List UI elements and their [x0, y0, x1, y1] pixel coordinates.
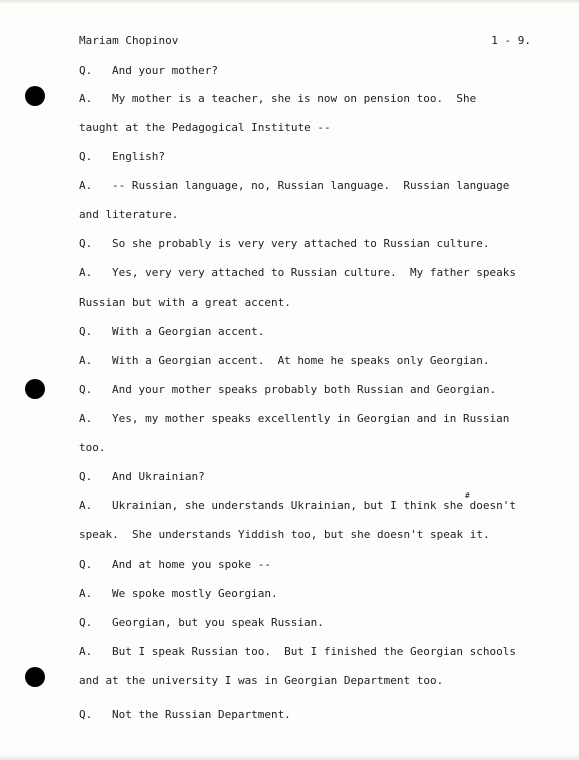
speaker-label: Q.: [79, 708, 93, 721]
transcript-line: [0, 354, 579, 368]
transcript-continuation-line: [0, 121, 579, 135]
transcript-line: [0, 558, 579, 572]
speaker-label: A.: [79, 645, 93, 658]
handwritten-insertion-mark: #: [465, 491, 470, 500]
speaker-label: Q.: [79, 470, 93, 483]
transcript-line: [0, 499, 579, 513]
transcript-line: [0, 179, 579, 193]
speaker-label: A.: [79, 92, 93, 105]
utterance-continuation: Russian but with a great accent.: [79, 296, 291, 309]
speaker-label: Q.: [79, 325, 93, 338]
utterance-text: We spoke mostly Georgian.: [112, 587, 278, 600]
utterance-text: Not the Russian Department.: [112, 708, 291, 721]
utterance-continuation: taught at the Pedagogical Institute --: [79, 121, 331, 134]
utterance-text: And your mother?: [112, 64, 218, 77]
utterance-text: Georgian, but you speak Russian.: [112, 616, 324, 629]
utterance-text: -- Russian language, no, Russian language. Russian language: [112, 179, 510, 192]
transcript-line: [0, 325, 579, 339]
transcript-continuation-line: [0, 208, 579, 222]
speaker-label: Q.: [79, 558, 93, 571]
utterance-continuation: and at the university I was in Georgian Department too.: [79, 674, 444, 687]
utterance-text: English?: [112, 150, 165, 163]
transcript-line: [0, 708, 579, 722]
header-page-number: 1 - 9.: [491, 34, 531, 47]
speaker-label: A.: [79, 266, 93, 279]
transcript-continuation-line: [0, 296, 579, 310]
transcript-line: [0, 616, 579, 630]
utterance-text: And at home you spoke --: [112, 558, 271, 571]
utterance-text: But I speak Russian too. But I finished the Georgian schools: [112, 645, 516, 658]
utterance-text: My mother is a teacher, she is now on pension too. She: [112, 92, 477, 105]
transcript-continuation-line: [0, 528, 579, 542]
utterance-text: And your mother speaks probably both Russian and Georgian.: [112, 383, 497, 396]
utterance-text: So she probably is very very attached to Russian culture.: [112, 237, 490, 250]
transcript-line: [0, 92, 579, 106]
transcript-continuation-line: [0, 441, 579, 455]
transcript-line: [0, 266, 579, 280]
speaker-label: A.: [79, 499, 93, 512]
transcript-line: [0, 383, 579, 397]
speaker-label: A.: [79, 587, 93, 600]
speaker-label: A.: [79, 354, 93, 367]
transcript-line: [0, 645, 579, 659]
utterance-text: Yes, very very attached to Russian culture. My father speaks: [112, 266, 516, 279]
page-top-edge: [0, 0, 579, 4]
speaker-label: A.: [79, 412, 93, 425]
transcript-line: [0, 412, 579, 426]
speaker-label: Q.: [79, 150, 93, 163]
transcript-line: [0, 470, 579, 484]
speaker-label: A.: [79, 179, 93, 192]
transcript-line: [0, 64, 579, 78]
transcript-line: [0, 150, 579, 164]
utterance-continuation: speak. She understands Yiddish too, but she doesn't speak it.: [79, 528, 490, 541]
utterance-continuation: too.: [79, 441, 106, 454]
page-bottom-edge: [0, 754, 579, 760]
speaker-label: Q.: [79, 616, 93, 629]
transcript-continuation-line: [0, 674, 579, 688]
transcript-line: [0, 587, 579, 601]
header-interviewee-name: Mariam Chopinov: [79, 34, 179, 47]
utterance-text: And Ukrainian?: [112, 470, 205, 483]
utterance-continuation: and literature.: [79, 208, 179, 221]
utterance-text: With a Georgian accent.: [112, 325, 265, 338]
speaker-label: Q.: [79, 237, 93, 250]
speaker-label: Q.: [79, 64, 93, 77]
utterance-text: With a Georgian accent. At home he speaks only Georgian.: [112, 354, 490, 367]
utterance-text: Yes, my mother speaks excellently in Georgian and in Russian: [112, 412, 510, 425]
speaker-label: Q.: [79, 383, 93, 396]
utterance-text: Ukrainian, she understands Ukrainian, but I think she doesn't: [112, 499, 516, 512]
transcript-line: [0, 237, 579, 251]
